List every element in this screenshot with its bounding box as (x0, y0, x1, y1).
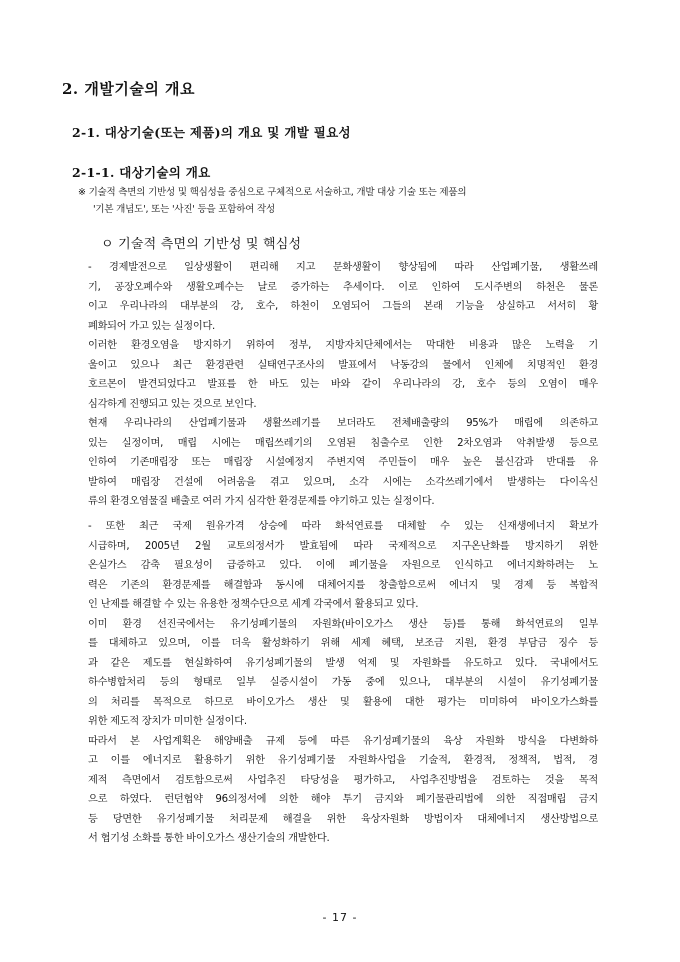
text-line: 따라서 본 사업계획은 해양배출 규제 등에 따른 유기성폐기물의 육상 자원화 방식을 다변화하 (88, 735, 598, 747)
text-line: 온실가스 감축 필요성이 급증하고 있다. 이에 폐기물을 자원으로 인식하고 에너지화하려는 노 (88, 560, 598, 571)
subsubsection-heading: 2-1-1. 대상기술의 개요 (72, 165, 211, 180)
text-line: 의 처리를 목적으로 하므로 바이오가스 생산 및 활용에 대한 평가는 미미하여 바이오가스화를 (88, 696, 598, 708)
text-line: 력은 기존의 환경문제를 해결함과 동시에 대체어지를 창출함으로써 에너지 및 경제 등 복합적 (88, 579, 598, 591)
text-line: 현재 우리나라의 산업폐기물과 생활쓰레기를 보더라도 전체배출량의 95%가 매립에 의존하고 (88, 418, 598, 429)
text-line: 있는 실정이며, 매립 시에는 매립쓰레기의 오염된 침출수로 인한 2차오염과 악취발생 등으로 (88, 437, 598, 449)
text-line: 위한 제도적 장치가 미미한 실정이다. (88, 716, 247, 727)
text-line: 를 대체하고 있으며, 이를 더욱 활성화하기 위해 세제 혜택, 보조금 지원, 환경 부담금 징수 등 (88, 638, 598, 649)
text-line: 과 같은 제도를 현실화하여 유기성폐기물의 발생 억제 및 자원화를 유도하고 있다. 국내에서도 (88, 657, 598, 669)
bullet-heading: ㅇ 기술적 측면의 기반성 및 핵심성 (101, 237, 302, 252)
instruction-note (78, 184, 618, 218)
text-line: 시급하며, 2005년 2월 교토의정서가 발효됨에 따라 국제적으로 지구온난화를 방지하기 위한 (88, 540, 598, 552)
text-line: 인 난제를 해결할 수 있는 유용한 정책수단으로 세계 각국에서 활용되고 있다. (88, 599, 419, 610)
text-line: 등 당면한 유기성폐기물 처리문제 해결을 위한 육상자원화 방법이자 대체에너지 생산방법으로 (88, 813, 598, 825)
text-line: 심각하게 진행되고 있는 것으로 보인다. (88, 398, 257, 410)
text-line: 이러한 환경오염을 방지하기 위하여 정부, 지방자치단체에서는 막대한 비용과 많은 노력을 기 (88, 340, 598, 351)
text-line: 기, 공장오폐수와 생활오폐수는 날로 증가하는 추세이다. 이로 인하여 도시주변의 하천은 물론 (88, 281, 598, 293)
text-line: 류의 환경오염물질 배출로 여러 가지 심각한 환경문제를 야기하고 있는 실정이다. (88, 496, 435, 507)
note-line: '기본 개념도', 또는 '사진' 등을 포함하여 작성 (93, 204, 275, 215)
body-paragraph-block-1 (88, 258, 598, 512)
body-paragraph-block-2 (88, 517, 598, 849)
text-line: - 경제발전으로 일상생활이 편리해 지고 문화생활이 향상됨에 따라 산업폐기물, 생활쓰레 (88, 262, 598, 273)
text-line: 폐화되어 가고 있는 실정이다. (88, 320, 216, 332)
note-line: ※ 기술적 측면의 기반성 및 핵심성을 중심으로 구체적으로 서술하고, 개발 대상 기술 또는 제품의 (78, 187, 467, 198)
text-line: 서 협기성 소화를 통한 바이오가스 생산기술의 개발한다. (88, 833, 330, 844)
section-heading: 2. 개발기술의 개요 (62, 80, 196, 98)
text-line: 울이고 있으나 최근 환경관련 실태연구조사의 발표에서 낙동강의 물에서 인체에 치명적인 환경 (88, 359, 598, 371)
text-line: 이미 환경 선진국에서는 유기성폐기물의 자원화(바이오가스 생산 등)를 통해 화석연료의 일부 (88, 618, 598, 630)
page-number: - 17 - (322, 911, 358, 924)
text-line: 호르몬이 발견되었다고 발표를 한 바도 있는 바와 같이 우리나라의 강, 호수 등의 오염이 매우 (88, 379, 598, 390)
text-line: 이고 우리나라의 대부분의 강, 호수, 하천이 오염되어 그들의 본래 기능을 상실하고 서서히 황 (88, 301, 598, 312)
text-line: 고 이를 에너지로 활용하기 위한 유기성폐기물 자원화사업을 기술적, 환경적, 정책적, 법적, 경 (88, 755, 598, 766)
text-line: 발하여 매립장 건설에 어려움을 겪고 있으며, 소각 시에는 소각쓰레기에서 발생하는 다이옥신 (88, 476, 598, 488)
text-line: 제적 측면에서 검토함으로써 사업추진 타당성을 평가하고, 사업추진방법을 검토하는 것을 목적 (88, 774, 598, 786)
text-line: - 또한 최근 국제 원유가격 상승에 따라 화석연료를 대체할 수 있는 신재생에너지 확보가 (88, 521, 598, 532)
text-line: 하수병합처리 등의 형태로 일부 실증시설이 가동 중에 있으나, 대부분의 시설이 유기성폐기물 (88, 677, 598, 688)
text-line: 인하여 기존매립장 또는 매립장 시설예정지 주변지역 주민들이 매우 높은 불신감과 반대를 유 (88, 457, 598, 468)
subsection-heading: 2-1. 대상기술(또는 제품)의 개요 및 개발 필요성 (72, 125, 351, 140)
text-line: 으로 하였다. 런던협약 96의정서에 의한 해야 투기 금지와 폐기물관리법에 의한 직접매립 금지 (88, 794, 598, 805)
